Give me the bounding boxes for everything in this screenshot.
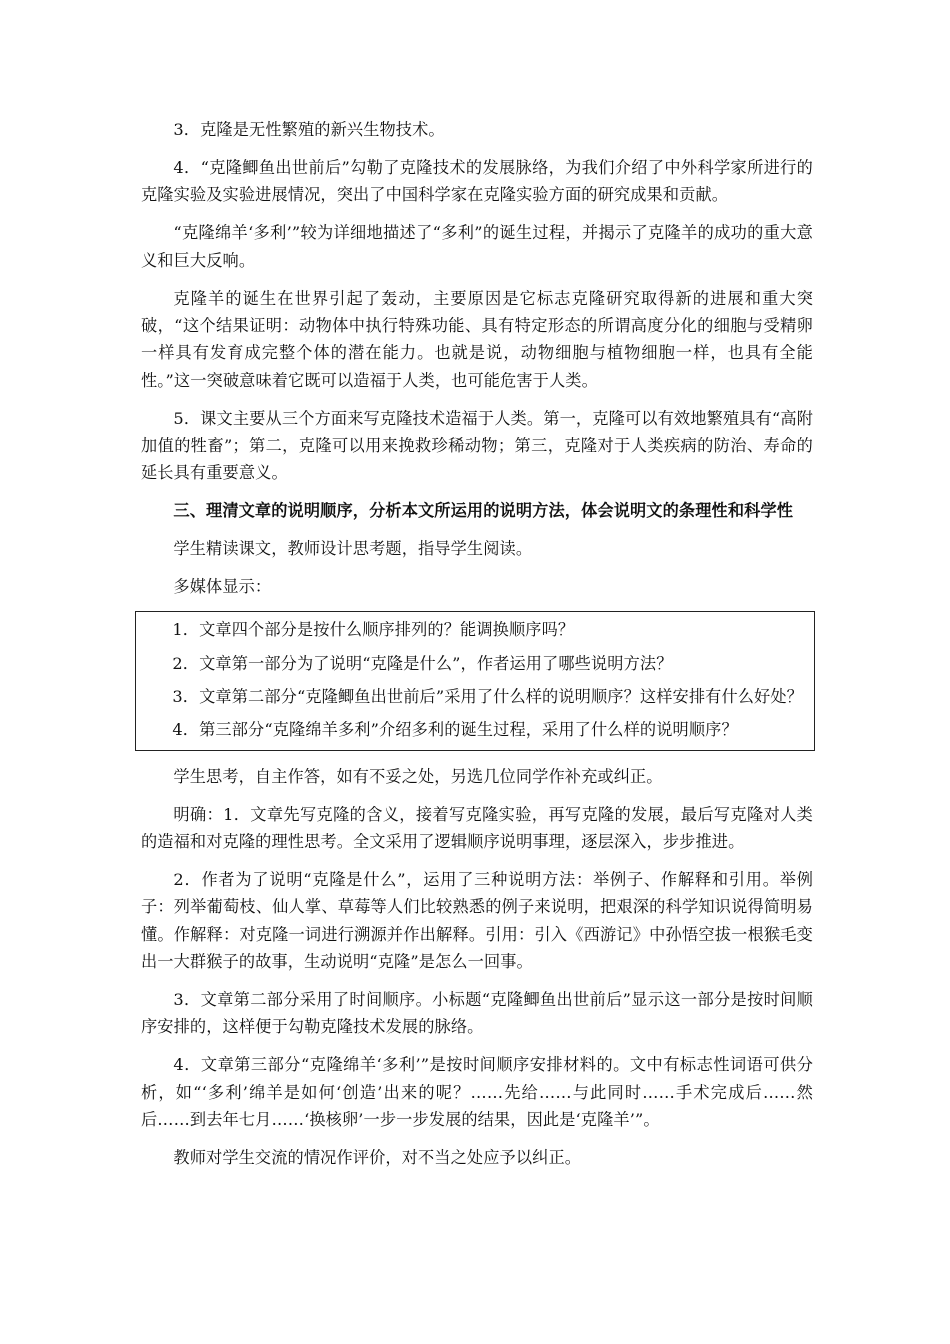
paragraph: “克隆绵羊‘多利’”较为详细地描述了“多利”的诞生过程，并揭示了克隆羊的成功的重大意义和巨大反响。 — [141, 223, 813, 270]
question-box — [135, 611, 815, 751]
question-item: 4．第三部分“克隆绵羊多利”介绍多利的诞生过程，采用了什么样的说明顺序？ — [172, 720, 738, 740]
paragraph: 学生思考，自主作答，如有不妥之处，另选几位同学作补充或纠正。 — [173, 766, 663, 786]
paragraph: 克隆羊的诞生在世界引起了轰动，主要原因是它标志克隆研究取得新的进展和重大突破，“这个结果证明：动物体中执行特殊功能、具有特定形态的所谓高度分化的细胞与受精卵一样具有发育成完整个体的潜在能力。也就是说，动物细胞与植物细胞一样，也具有全能性。”这一突破意味着它既可以造福于人类，也可能危害于人类。 — [141, 288, 813, 390]
paragraph: 2．作者为了说明“克隆是什么”，运用了三种说明方法：举例子、作解释和引用。举例子：列举葡萄枝、仙人掌、草莓等人们比较熟悉的例子来说明，把艰深的科学知识说得简明易懂。作解释：对克隆一词进行溯源并作出解释。引用：引入《西游记》中孙悟空拔一根猴毛变出一大群猴子的故事，生动说明“克隆”是怎么一回事。 — [141, 869, 813, 972]
paragraph: 明确：1．文章先写克隆的含义，接着写克隆实验，再写克隆的发展，最后写克隆对人类的造福和对克隆的理性思考。全文采用了逻辑顺序说明事理，逐层深入，步步推进。 — [141, 804, 813, 852]
document-body — [141, 116, 813, 1182]
paragraph: 5．课文主要从三个方面来写克隆技术造福于人类。第一，克隆可以有效地繁殖具有“高附加值的牲畜”；第二，克隆可以用来挽救珍稀动物；第三，克隆对于人类疾病的防治、寿命的延长具有重要意义。 — [141, 408, 813, 483]
question-item: 2．文章第一部分为了说明“克隆是什么”，作者运用了哪些说明方法？ — [172, 653, 673, 673]
paragraph: 4．文章第三部分“克隆绵羊‘多利’”是按时间顺序安排材料的。文中有标志性词语可供分析，如“‘多利’绵羊是如何‘创造’出来的呢？……先给……与此同时……手术完成后……然后……到去年七月……‘换核卵’一步一步发展的结果，因此是‘克隆羊’”。 — [141, 1055, 813, 1130]
paragraph: 4．“克隆鲫鱼出世前后”勾勒了克隆技术的发展脉络，为我们介绍了中外科学家所进行的克隆实验及实验进展情况，突出了中国科学家在克隆实验方面的研究成果和贡献。 — [141, 157, 813, 205]
section-heading: 三、理清文章的说明顺序，分析本文所运用的说明方法，体会说明文的条理性和科学性 — [173, 501, 794, 521]
paragraph: 3．克隆是无性繁殖的新兴生物技术。 — [173, 120, 445, 139]
paragraph: 3．文章第二部分采用了时间顺序。小标题“克隆鲫鱼出世前后”显示这一部分是按时间顺序安排的，这样便于勾勒克隆技术发展的脉络。 — [141, 990, 813, 1037]
question-item: 3．文章第二部分“克隆鲫鱼出世前后”采用了什么样的说明顺序？这样安排有什么好处？ — [172, 686, 803, 706]
paragraph: 教师对学生交流的情况作评价，对不当之处应予以纠正。 — [173, 1148, 582, 1168]
paragraph: 多媒体显示： — [173, 577, 272, 597]
question-item: 1．文章四个部分是按什么顺序排列的？能调换顺序吗？ — [172, 620, 575, 640]
paragraph: 学生精读课文，教师设计思考题，指导学生阅读。 — [173, 539, 533, 559]
